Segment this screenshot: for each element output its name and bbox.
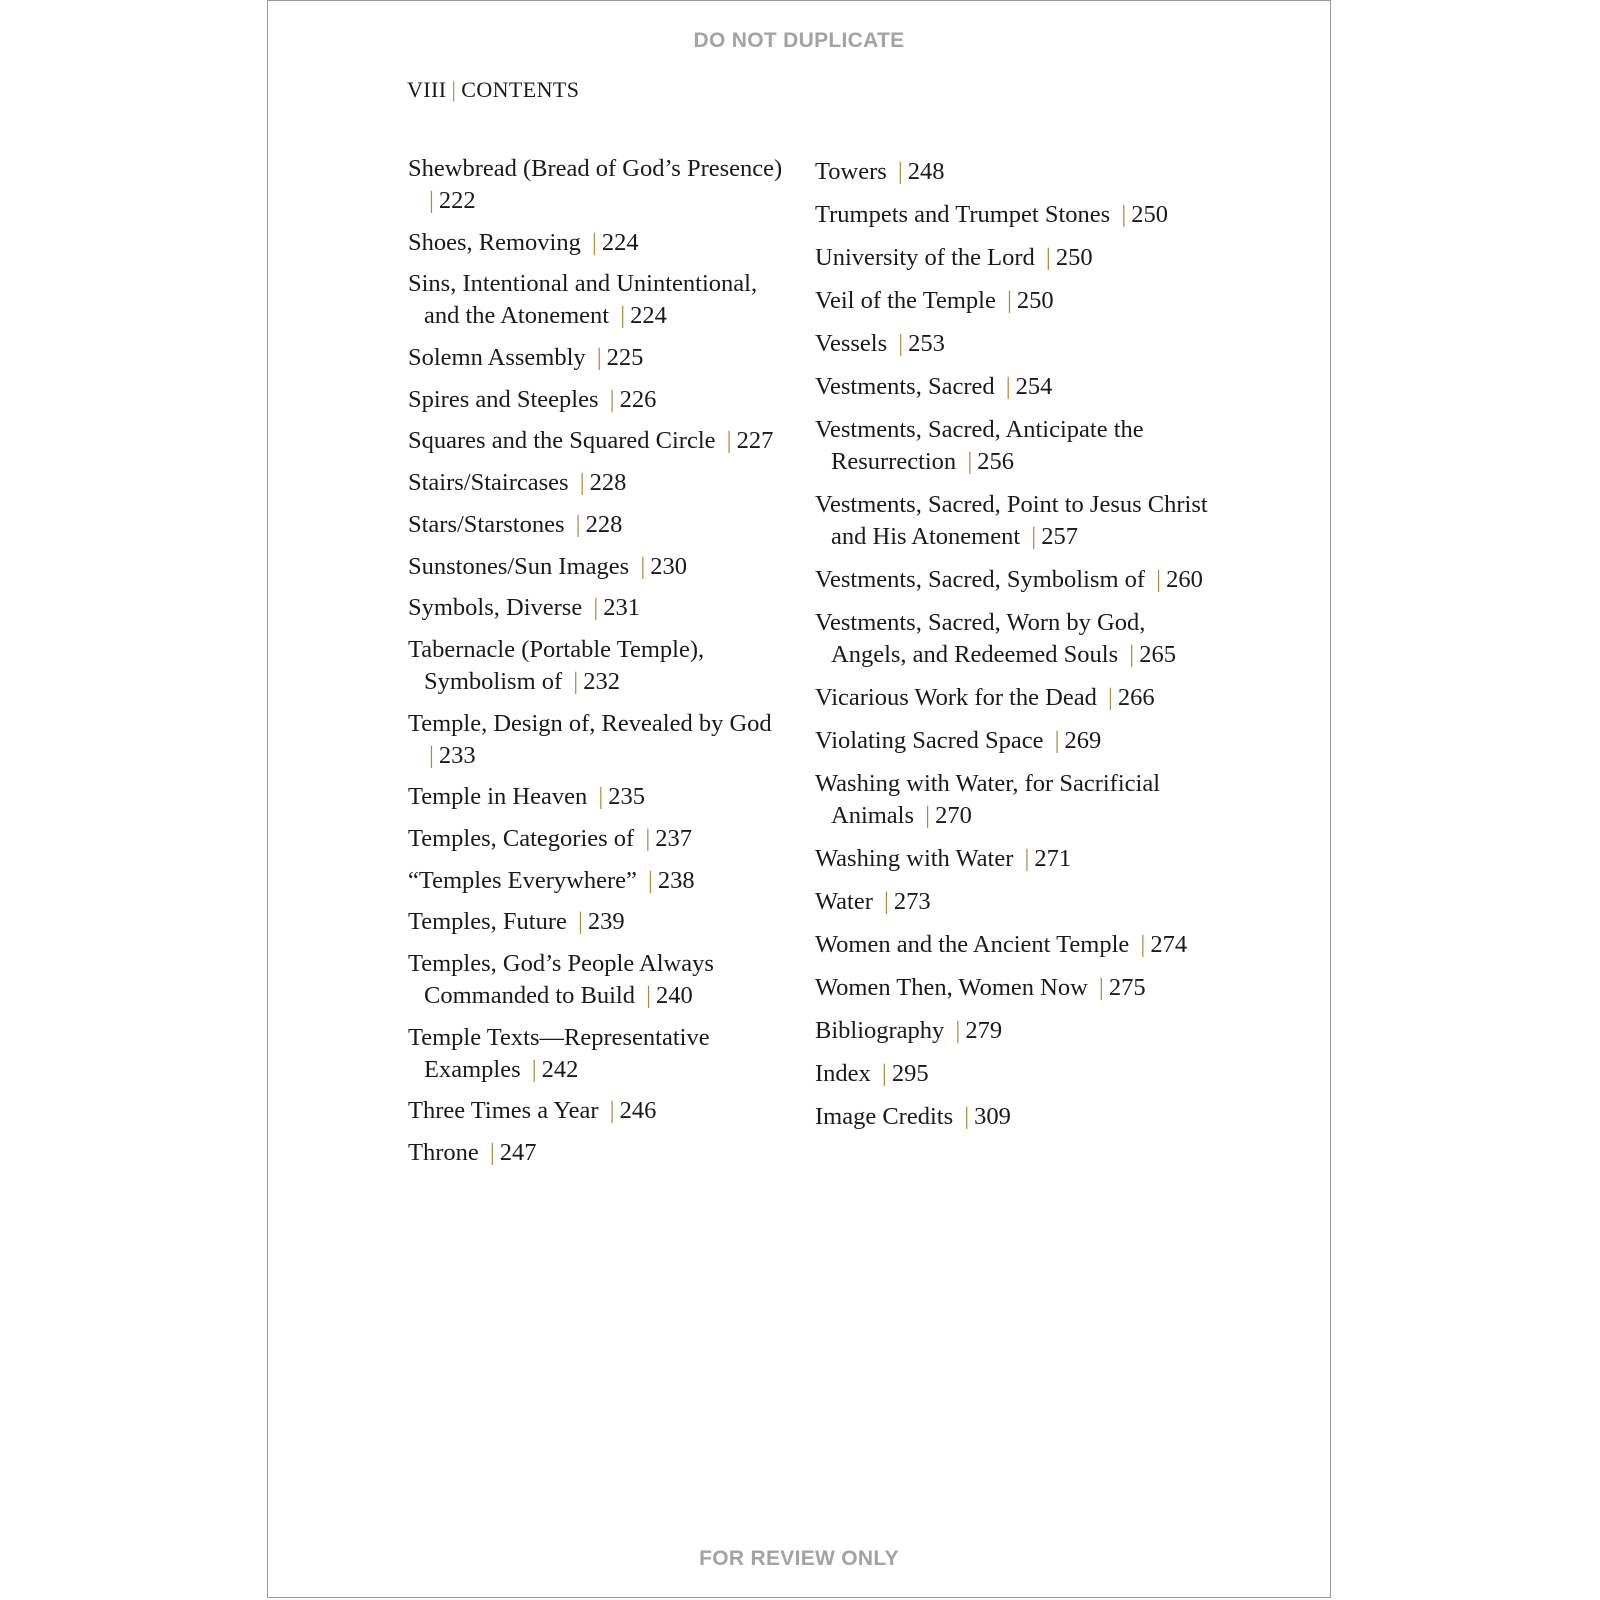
running-head [407, 77, 579, 103]
toc-separator: | [648, 866, 653, 894]
toc-entry-title: Veil of the Temple [815, 287, 996, 314]
toc-left-column [408, 153, 783, 1179]
toc-page-number: 295 [891, 1060, 929, 1087]
toc-entry [408, 865, 783, 897]
toc-page-number: 237 [655, 824, 692, 852]
toc-entry-page-ref [587, 229, 639, 256]
toc-entry-page-ref [1116, 201, 1168, 228]
toc-entry [815, 371, 1215, 403]
toc-entry-page-ref [592, 344, 644, 371]
toc-separator: | [489, 1139, 495, 1167]
toc-page-number: 242 [541, 1055, 579, 1083]
toc-page-number: 247 [499, 1139, 537, 1167]
toc-page-number: 231 [603, 594, 640, 622]
toc-entry-title: Temples, God’s People Always Commanded to Build [408, 950, 714, 1009]
toc-entry-title: Vestments, Sacred, Point to Jesus Christ and His Atonement [815, 491, 1208, 550]
toc-entry-page-ref [641, 982, 693, 1009]
toc-entry-page-ref [568, 668, 620, 695]
toc-separator: | [967, 448, 973, 475]
toc-page-number: 228 [589, 469, 627, 497]
toc-separator: | [964, 1103, 970, 1130]
toc-entry [408, 509, 783, 541]
toc-entry [408, 708, 783, 772]
toc-separator: | [1024, 845, 1030, 872]
toc-entry-page-ref [959, 1103, 1011, 1130]
toc-right-column [815, 156, 1215, 1144]
toc-page-number: 271 [1034, 845, 1072, 872]
toc-entry-title: Image Credits [815, 1103, 954, 1130]
toc-entry [815, 1058, 1215, 1090]
toc-entry-title: Vestments, Sacred, Anticipate the Resurrection [815, 416, 1144, 475]
toc-page-number: 226 [619, 385, 657, 413]
toc-page-number: 228 [585, 510, 623, 538]
toc-entry-page-ref [1020, 845, 1072, 872]
toc-entry-page-ref [1135, 931, 1187, 958]
toc-entry-page-ref [424, 742, 476, 769]
toc-separator: | [429, 741, 434, 769]
toc-entry-title: Washing with Water [815, 845, 1014, 872]
toc-entry-title: Tabernacle (Portable Temple), Symbolism of [408, 635, 705, 695]
watermark-top: DO NOT DUPLICATE [693, 29, 905, 52]
toc-entry-title: Temple, Design of, Revealed by God [408, 709, 772, 737]
toc-entry-title: Women Then, Women Now [815, 974, 1088, 1001]
toc-entry [815, 1101, 1215, 1133]
toc-entry-title: “Temples Everywhere” [408, 866, 637, 894]
toc-separator: | [640, 552, 646, 580]
toc-page-number: 269 [1064, 727, 1102, 754]
toc-entry [815, 682, 1215, 714]
toc-entry-page-ref [1124, 641, 1176, 668]
toc-separator: | [596, 344, 602, 372]
toc-entry [815, 886, 1215, 918]
toc-separator: | [575, 510, 581, 538]
toc-separator: | [1107, 684, 1113, 711]
toc-entry-title: Washing with Water, for Sacrificial Animals [815, 770, 1160, 829]
toc-entry [815, 328, 1215, 360]
toc-entry-page-ref [573, 908, 625, 935]
toc-entry-page-ref [893, 158, 945, 185]
toc-separator: | [897, 158, 903, 185]
toc-separator: | [1098, 974, 1104, 1001]
toc-entry [408, 551, 783, 583]
toc-entry [815, 768, 1215, 832]
toc-separator: | [1054, 727, 1060, 754]
toc-entry [815, 972, 1215, 1004]
watermark-bottom: FOR REVIEW ONLY [699, 1547, 899, 1570]
toc-separator: | [955, 1017, 961, 1044]
toc-entry [815, 199, 1215, 231]
toc-entry-page-ref [1103, 684, 1155, 711]
toc-entry-title: Temples, Future [408, 908, 567, 936]
toc-entry [815, 607, 1215, 671]
toc-separator: | [1005, 373, 1011, 400]
toc-entry-title: Towers [815, 158, 887, 185]
toc-entry [815, 843, 1215, 875]
toc-entry-title: Vestments, Sacred [815, 373, 995, 400]
toc-separator: | [1140, 931, 1146, 958]
toc-page-number: 232 [583, 667, 620, 695]
toc-page-number: 250 [1055, 244, 1093, 271]
toc-page-number: 265 [1139, 641, 1176, 668]
toc-entry [815, 929, 1215, 961]
toc-page-number: 256 [977, 448, 1014, 475]
toc-page-number: 250 [1131, 201, 1168, 228]
toc-entry-page-ref [877, 1060, 929, 1087]
toc-entry-page-ref [571, 511, 623, 538]
toc-page-number: 254 [1015, 373, 1053, 400]
toc-entry-page-ref [643, 867, 695, 894]
toc-entry-title: Solemn Assembly [408, 344, 586, 372]
toc-separator: | [646, 982, 651, 1009]
toc-separator: | [1129, 641, 1135, 668]
toc-page-number: 253 [908, 330, 945, 357]
toc-entry [815, 156, 1215, 188]
toc-entry-page-ref [950, 1017, 1002, 1044]
toc-entry [408, 227, 783, 259]
toc-entry-title: Temples, Categories of [408, 824, 635, 852]
toc-entry-title: Shoes, Removing [408, 228, 581, 256]
toc-separator: | [579, 469, 585, 497]
toc-separator: | [531, 1055, 537, 1083]
toc-entry [815, 725, 1215, 757]
toc-page-number: 273 [893, 888, 931, 915]
toc-entry-page-ref [1026, 523, 1078, 550]
toc-page-number: 225 [606, 344, 644, 372]
toc-entry-page-ref [1050, 727, 1102, 754]
folio-number: VIII [407, 77, 447, 102]
toc-entry-title: Trumpets and Trumpet Stones [815, 201, 1111, 228]
toc-entry-title: Vessels [815, 330, 888, 357]
toc-entry-page-ref [605, 1097, 657, 1124]
toc-entry-title: Temple Texts—Representative Examples [408, 1023, 710, 1083]
toc-separator: | [593, 594, 599, 622]
toc-page-number: 233 [438, 741, 476, 769]
toc-entry-page-ref [1002, 287, 1054, 314]
toc-entry-page-ref [635, 553, 687, 580]
toc-entry-title: Women and the Ancient Temple [815, 931, 1130, 958]
toc-entry [408, 384, 783, 416]
toc-separator: | [1006, 287, 1012, 314]
toc-entry-title: Three Times a Year [408, 1097, 599, 1125]
toc-entry-title: Spires and Steeples [408, 385, 599, 413]
toc-entry-title: Squares and the Squared Circle [408, 427, 716, 455]
toc-separator: | [1121, 201, 1127, 228]
toc-entry-title: Bibliography [815, 1017, 945, 1044]
toc-page-number: 239 [587, 908, 625, 936]
toc-separator: | [1156, 566, 1162, 593]
toc-entry [408, 948, 783, 1012]
toc-page-number: 248 [907, 158, 945, 185]
toc-page-number: 230 [650, 552, 687, 580]
toc-page-number: 266 [1117, 684, 1155, 711]
toc-entry [408, 467, 783, 499]
toc-entry [815, 414, 1215, 478]
toc-entry-title: Sins, Intentional and Unintentional, and the Atonement [408, 270, 758, 330]
toc-separator: | [620, 302, 626, 330]
toc-entry-title: Stairs/Staircases [408, 469, 569, 497]
toc-entry-page-ref [722, 427, 774, 454]
toc-page-number: 309 [974, 1103, 1011, 1130]
toc-page-number: 224 [630, 302, 667, 330]
toc-entry-page-ref [640, 825, 692, 852]
toc-page-number: 270 [935, 802, 972, 829]
toc-entry [408, 153, 783, 217]
toc-entry-page-ref [605, 386, 657, 413]
toc-separator: | [598, 783, 604, 811]
toc-entry [408, 823, 783, 855]
toc-entry-page-ref [1001, 373, 1053, 400]
toc-entry-title: University of the Lord [815, 244, 1035, 271]
toc-entry-page-ref [879, 888, 931, 915]
toc-page-number: 238 [657, 866, 695, 894]
toc-separator: | [898, 330, 904, 357]
toc-page-number: 246 [619, 1097, 657, 1125]
toc-entry-page-ref [1041, 244, 1093, 271]
toc-page-number: 224 [601, 228, 639, 256]
toc-page-number: 222 [438, 187, 476, 214]
toc-entry-title: Vestments, Sacred, Worn by God, Angels, and Redeemed Souls [815, 609, 1146, 668]
toc-page-number: 227 [736, 427, 774, 455]
toc-entry [408, 268, 783, 332]
toc-page-number: 274 [1150, 931, 1188, 958]
toc-page-number: 250 [1016, 287, 1054, 314]
toc-separator: | [1045, 244, 1051, 271]
toc-entry-title: Stars/Starstones [408, 510, 565, 538]
toc-entry-page-ref [920, 802, 972, 829]
toc-entry-page-ref [575, 469, 627, 496]
toc-entry [408, 425, 783, 457]
toc-entry-page-ref [615, 302, 667, 329]
toc-entry-page-ref [1151, 566, 1203, 593]
toc-entry-page-ref [485, 1139, 537, 1166]
toc-entry-title: Violating Sacred Space [815, 727, 1044, 754]
toc-entry-title: Symbols, Diverse [408, 594, 583, 622]
toc-entry [408, 1022, 783, 1086]
toc-entry [408, 634, 783, 698]
toc-entry [408, 781, 783, 813]
toc-separator: | [881, 1060, 887, 1087]
toc-separator: | [645, 824, 651, 852]
toc-page-number: 257 [1041, 523, 1078, 550]
toc-entry [815, 242, 1215, 274]
book-page [267, 0, 1331, 1598]
toc-entry-page-ref [424, 187, 476, 214]
toc-entry [408, 1137, 783, 1169]
toc-entry-title: Vicarious Work for the Dead [815, 684, 1097, 711]
toc-entry-page-ref [962, 448, 1014, 475]
toc-separator: | [726, 427, 732, 455]
toc-entry-title: Index [815, 1060, 871, 1087]
toc-separator: | [609, 385, 615, 413]
toc-page-number: 279 [965, 1017, 1003, 1044]
toc-separator: | [429, 187, 434, 214]
toc-entry-page-ref [527, 1056, 579, 1083]
toc-entry [408, 342, 783, 374]
toc-entry-page-ref [593, 783, 645, 810]
toc-page-number: 275 [1108, 974, 1146, 1001]
toc-entry-title: Water [815, 888, 873, 915]
toc-entry-title: Vestments, Sacred, Symbolism of [815, 566, 1146, 593]
toc-entry [408, 906, 783, 938]
toc-entry [815, 285, 1215, 317]
toc-entry-title: Temple in Heaven [408, 783, 588, 811]
toc-separator: | [925, 802, 931, 829]
toc-entry [408, 592, 783, 624]
toc-separator: | [884, 888, 889, 915]
toc-page-number: 240 [656, 982, 693, 1009]
toc-page-number: 260 [1166, 566, 1203, 593]
toc-entry [815, 564, 1215, 596]
toc-separator: | [578, 908, 583, 936]
toc-separator: | [573, 667, 579, 695]
running-head-title: CONTENTS [461, 77, 580, 102]
toc-entry-title: Throne [408, 1139, 479, 1167]
toc-separator: | [592, 228, 597, 256]
toc-entry-title: Sunstones/Sun Images [408, 552, 630, 580]
toc-entry-page-ref [1094, 974, 1146, 1001]
toc-entry [815, 489, 1215, 553]
running-head-separator: | [451, 77, 457, 102]
toc-entry-page-ref [588, 594, 640, 621]
toc-separator: | [609, 1097, 615, 1125]
toc-page-number: 235 [608, 783, 646, 811]
toc-entry-page-ref [893, 330, 945, 357]
toc-entry [815, 1015, 1215, 1047]
toc-separator: | [1031, 523, 1037, 550]
toc-entry-title: Shewbread (Bread of God’s Presence) [408, 155, 783, 182]
toc-entry [408, 1095, 783, 1127]
